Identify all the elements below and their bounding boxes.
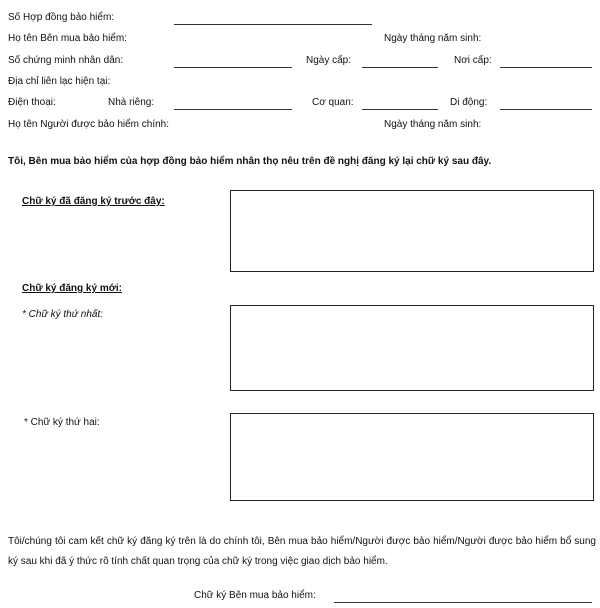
label-first-signature: * Chữ ký thứ nhất: (22, 309, 104, 320)
label-policy-number: Số Hợp đồng bảo hiểm: (8, 12, 115, 23)
label-phone: Điện thoại: (8, 97, 56, 108)
label-new-signature: Chữ ký đăng ký mới: (22, 283, 122, 294)
label-buyer-signature: Chữ ký Bên mua bảo hiểm: (194, 590, 316, 601)
first-signature-box[interactable] (230, 305, 594, 391)
label-second-signature: * Chữ ký thứ hai: (24, 417, 100, 428)
id-number-field[interactable] (174, 67, 292, 68)
label-mobile: Di động: (450, 97, 488, 108)
buyer-signature-field[interactable] (334, 602, 592, 603)
label-previous-signature: Chữ ký đã đăng ký trước đây: (22, 196, 165, 207)
issue-place-field[interactable] (500, 67, 592, 68)
label-office: Cơ quan: (312, 97, 354, 108)
label-insured-dob: Ngày tháng năm sinh: (384, 119, 482, 130)
label-buyer-dob: Ngày tháng năm sinh: (384, 33, 482, 44)
label-insured-name: Họ tên Người được bảo hiểm chính: (8, 119, 170, 130)
label-address: Địa chỉ liên lạc hiện tại: (8, 76, 111, 87)
request-statement: Tôi, Bên mua bảo hiểm của hợp đồng bảo hiểm nhân thọ nêu trên đề nghị đăng ký lại chữ ký sau đây. (8, 156, 492, 167)
label-buyer-name: Họ tên Bên mua bảo hiểm: (8, 33, 127, 44)
mobile-phone-field[interactable] (500, 109, 592, 110)
label-issue-date: Ngày cấp: (306, 55, 352, 66)
label-id-number: Số chứng minh nhân dân: (8, 55, 124, 66)
previous-signature-box[interactable] (230, 190, 594, 272)
commitment-text: Tôi/chúng tôi cam kết chữ ký đăng ký trên là do chính tôi, Bên mua bảo hiểm/Người được bảo hiểm/Người được bảo hiểm bổ sung ký sau khi đã ý thức rõ tính chất quan trọng của chữ ký trong việc giao dịch bảo hiểm. (8, 536, 596, 567)
policy-number-field[interactable] (174, 24, 372, 25)
office-phone-field[interactable] (362, 109, 438, 110)
label-issue-place: Nơi cấp: (454, 55, 492, 66)
label-home: Nhà riêng: (108, 97, 155, 108)
issue-date-field[interactable] (362, 67, 438, 68)
second-signature-box[interactable] (230, 413, 594, 501)
home-phone-field[interactable] (174, 109, 292, 110)
